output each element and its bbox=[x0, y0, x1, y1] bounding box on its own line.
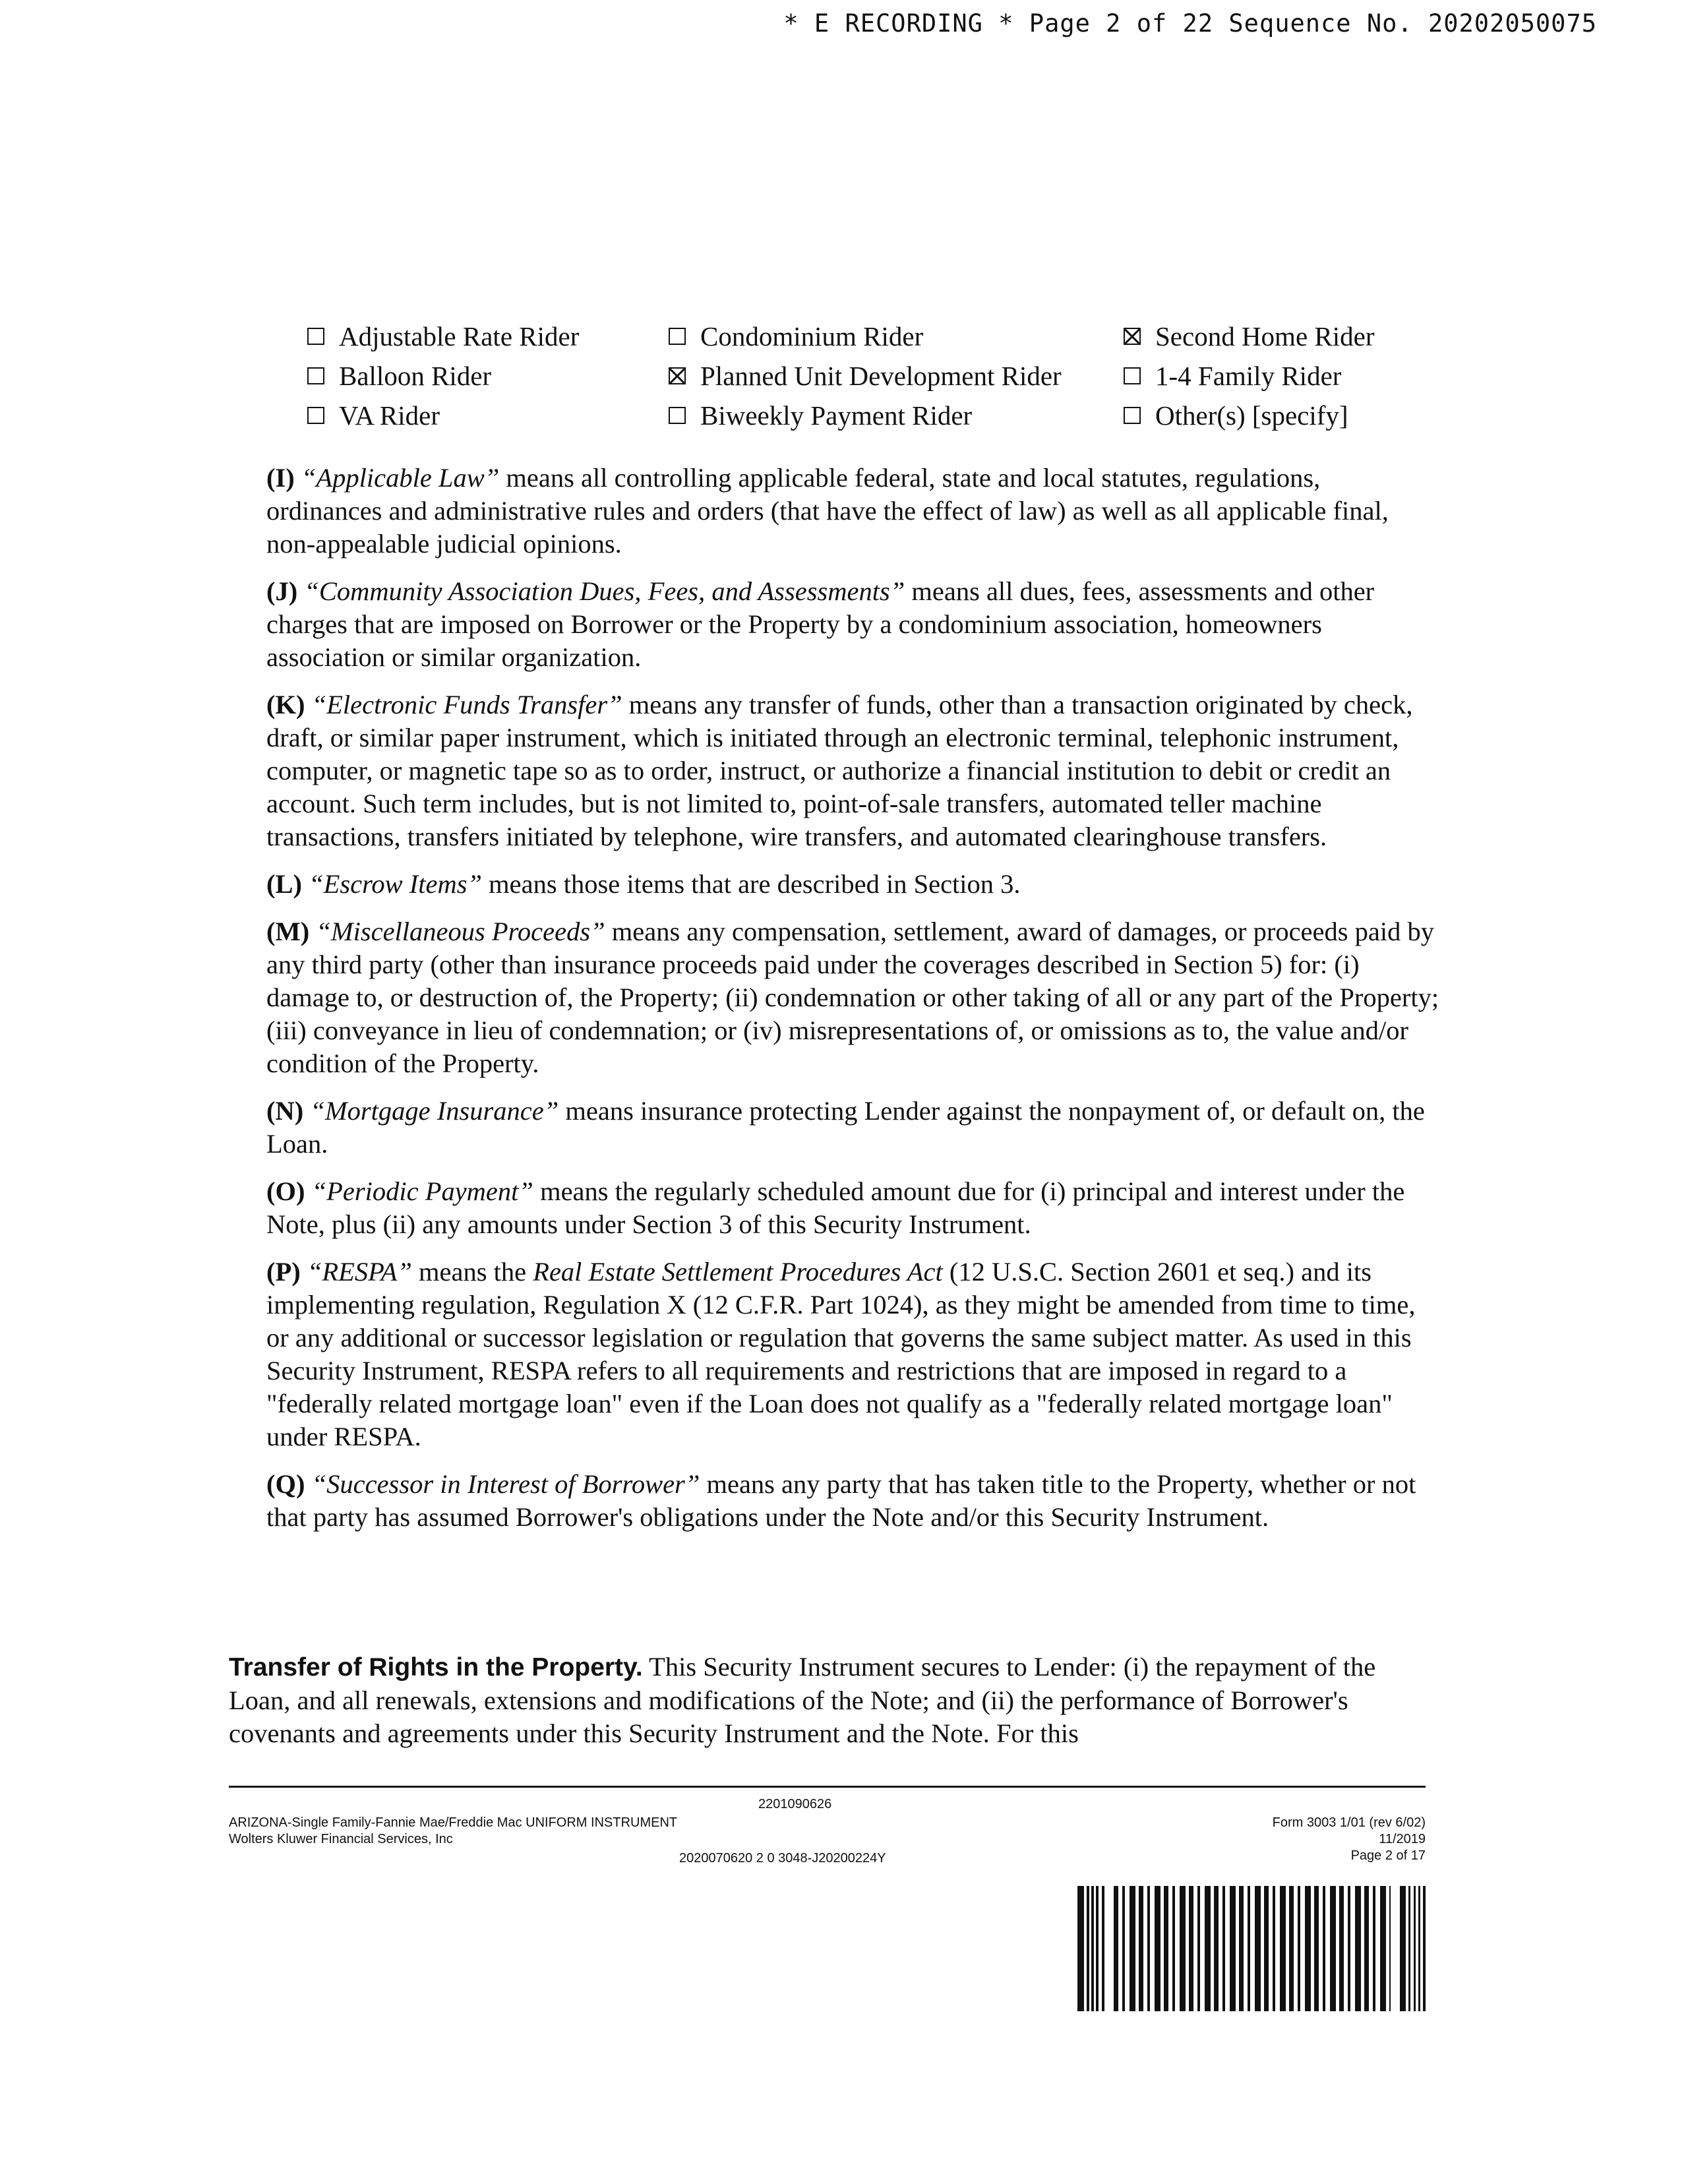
barcode-stop-pattern bbox=[1400, 1886, 1426, 2011]
definition-escrow-items: (L) “Escrow Items” means those items that are described in Section 3. bbox=[266, 869, 1021, 899]
loan-number: 2201090626 bbox=[758, 1797, 832, 1811]
definition-miscellaneous-proceeds: (M) “Miscellaneous Proceeds” means any compensation, settlement, award of damages, or proceeds paid by any third party (other than insurance proceeds paid under the coverages described in Section 5) for: (i) damage to, or destruction of, the Property; (ii) condemnation or other taking of all or any part of the Property; (iii) conveyance in lieu of condemnation; or (iv) misrepresentations of, or omissions as to, the value and/or condition of the Property. bbox=[266, 917, 1439, 1078]
form-title: ARIZONA-Single Family-Fannie Mae/Freddie Mac UNIFORM INSTRUMENT bbox=[229, 1815, 678, 1830]
rider-second-home[interactable] bbox=[1124, 320, 1374, 352]
checkbox-icon[interactable] bbox=[307, 407, 324, 424]
definition-mortgage-insurance: (N) “Mortgage Insurance” means insurance protecting Lender against the nonpayment of, or default on, the Loan. bbox=[266, 1096, 1425, 1159]
rider-va[interactable] bbox=[307, 400, 440, 431]
document-code: 2020070620 2 0 3048-J20200224Y bbox=[679, 1851, 886, 1866]
checked-checkbox-icon[interactable] bbox=[669, 367, 686, 384]
rider-adjustable-rate[interactable] bbox=[307, 320, 579, 352]
rider-label: Adjustable Rate Rider bbox=[339, 321, 580, 351]
form-info bbox=[1273, 1815, 1426, 1864]
rider-balloon[interactable] bbox=[307, 360, 491, 392]
rider-other[interactable] bbox=[1124, 400, 1348, 431]
footer-divider bbox=[229, 1786, 1426, 1788]
rider-label: Balloon Rider bbox=[339, 361, 492, 391]
checkbox-icon[interactable] bbox=[1124, 407, 1141, 424]
checkbox-icon[interactable] bbox=[1124, 367, 1141, 384]
rider-1-4-family[interactable] bbox=[1124, 360, 1341, 392]
form-number: Form 3003 1/01 (rev 6/02) bbox=[1272, 1815, 1426, 1830]
rider-biweekly-payment[interactable] bbox=[669, 400, 972, 431]
checkbox-icon[interactable] bbox=[669, 328, 686, 345]
definition-periodic-payment: (O) “Periodic Payment” means the regularly scheduled amount due for (i) principal and interest under the Note, plus (ii) any amounts under Section 3 of this Security Instrument. bbox=[266, 1176, 1405, 1239]
definitions-list bbox=[266, 462, 1440, 1548]
rider-label: 1-4 Family Rider bbox=[1155, 361, 1342, 391]
form-description bbox=[229, 1815, 677, 1848]
pdf417-barcode bbox=[1077, 1886, 1426, 2011]
checked-checkbox-icon[interactable] bbox=[1124, 328, 1141, 345]
recording-header: * E RECORDING * Page 2 of 22 Sequence No. 20202050075 bbox=[783, 9, 1597, 38]
rider-checklist bbox=[307, 320, 1428, 439]
barcode-start-pattern bbox=[1077, 1886, 1104, 2011]
rider-row bbox=[307, 360, 1428, 400]
rider-condominium[interactable] bbox=[669, 320, 923, 352]
rider-label: Other(s) [specify] bbox=[1155, 400, 1348, 431]
rider-label: VA Rider bbox=[339, 400, 440, 431]
definition-respa: (P) “RESPA” means the Real Estate Settlement Procedures Act (12 U.S.C. Section 2601 et seq.) and its implementing regulation, Regulation X (12 C.F.R. Part 1024), as they might be amended from time to time, or any additional or successor legislation or regulation that governs the same subject matter. As used in this Security Instrument, RESPA refers to all requirements and restrictions that are imposed in regard to a "federally related mortgage loan" even if the Loan does not qualify as a "federally related mortgage loan" under RESPA. bbox=[266, 1257, 1416, 1451]
rider-row bbox=[307, 400, 1428, 439]
barcode-data-region bbox=[1114, 1886, 1391, 2011]
page-number: Page 2 of 17 bbox=[1350, 1848, 1426, 1863]
checkbox-icon[interactable] bbox=[307, 328, 324, 345]
transfer-heading: Transfer of Rights in the Property. bbox=[229, 1653, 643, 1682]
rider-label: Planned Unit Development Rider bbox=[700, 361, 1062, 391]
definition-applicable-law: (I) “Applicable Law” means all controlling applicable federal, state and local statutes, regulations, ordinances and administrative rules and orders (that have the effect of law) as well as all applicable final, non-appealable judicial opinions. bbox=[266, 463, 1389, 559]
rider-planned-unit-development[interactable] bbox=[669, 360, 1062, 392]
transfer-text: This Security Instrument secures to Lender: (i) the repayment of the Loan, and all renewals, extensions and modifications of the Note; and (ii) the performance of Borrower's covenants and agreements under this Security Instrument and the Note. For this bbox=[229, 1651, 1376, 1748]
rider-label: Biweekly Payment Rider bbox=[700, 400, 973, 431]
definition-community-association-dues: (J) “Community Association Dues, Fees, and Assessments” means all dues, fees, assessments and other charges that are imposed on Borrower or the Property by a condominium association, homeowners association or similar organization. bbox=[266, 576, 1375, 672]
form-revision: 11/2019 bbox=[1379, 1832, 1426, 1846]
rider-label: Condominium Rider bbox=[700, 321, 924, 351]
checkbox-icon[interactable] bbox=[307, 367, 324, 384]
definition-successor-in-interest: (Q) “Successor in Interest of Borrower” means any party that has taken title to the Property, whether or not that party has assumed Borrower's obligations under the Note and/or this Security Instrument. bbox=[266, 1469, 1416, 1532]
checkbox-icon[interactable] bbox=[669, 407, 686, 424]
definition-electronic-funds-transfer: (K) “Electronic Funds Transfer” means any transfer of funds, other than a transaction originated by check, draft, or similar paper instrument, which is initiated through an electronic terminal, telephonic instrument, computer, or magnetic tape so as to order, instruct, or authorize a financial institution to debit or credit an account. Such term includes, but is not limited to, point-of-sale transfers, automated teller machine transactions, transfers initiated by telephone, wire transfers, and automated clearinghouse transfers. bbox=[266, 690, 1413, 851]
form-publisher: Wolters Kluwer Financial Services, Inc bbox=[229, 1832, 453, 1846]
rider-row bbox=[307, 320, 1428, 360]
transfer-of-rights-paragraph bbox=[229, 1651, 1435, 1750]
rider-label: Second Home Rider bbox=[1155, 321, 1375, 351]
